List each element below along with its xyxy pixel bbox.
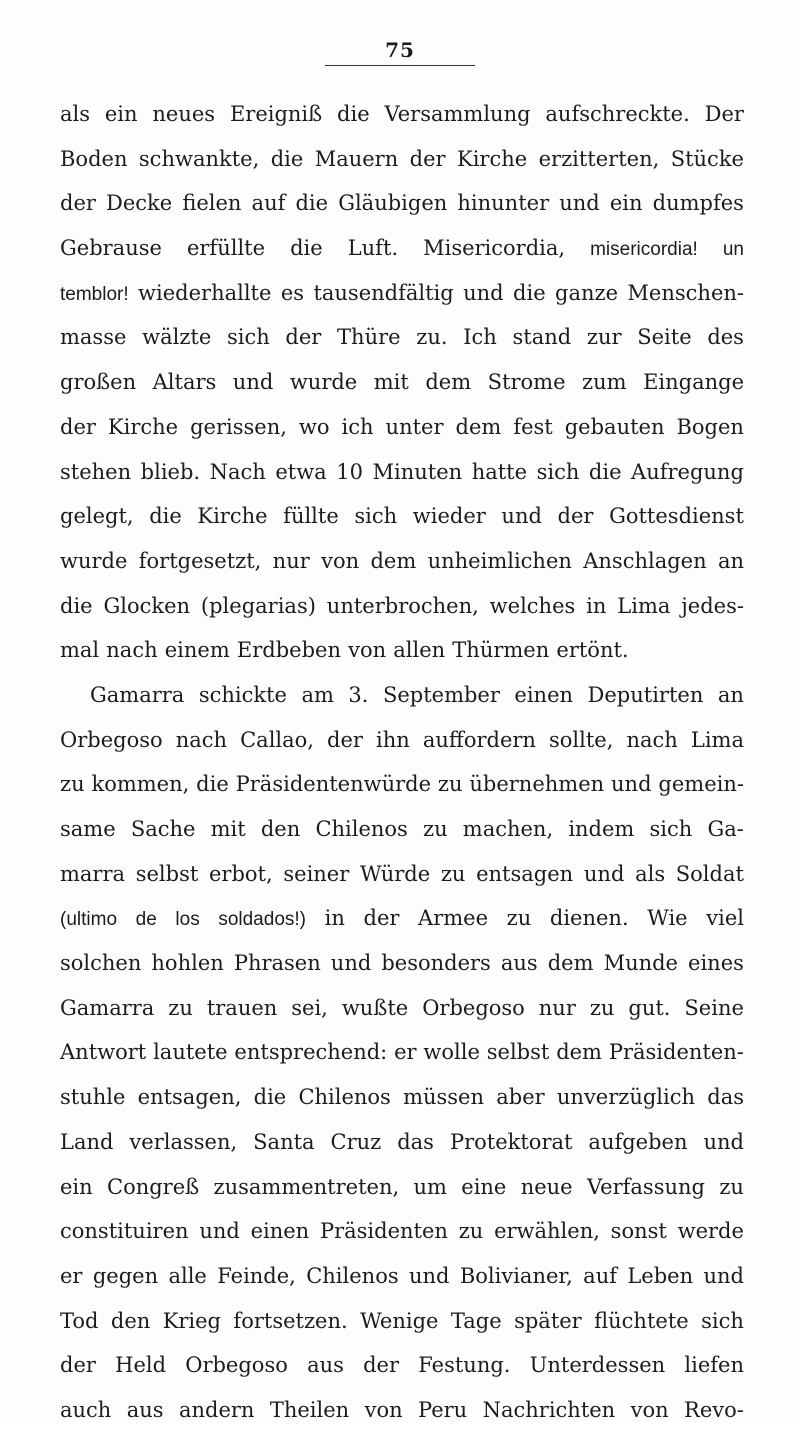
text-line: Orbegoso nach Callao, der ihn auffordern sollte, nach Lima — [60, 727, 744, 752]
text-line: zu kommen, die Präsidentenwürde zu übernehmen und gemein- — [60, 772, 744, 797]
text-line: Gamarra zu trauen sei, wußte Orbegoso nur zu gut. Seine — [60, 995, 744, 1020]
text-line: er gegen alle Feinde, Chilenos und Bolivianer, auf Leben und — [60, 1263, 744, 1288]
text-line: marra selbst erbot, seiner Würde zu entsagen und als Soldat — [60, 861, 744, 886]
text-line: Boden schwankte, die Mauern der Kirche erzitterten, Stücke — [60, 146, 744, 171]
text-line: (ultimo de los soldados!) in der Armee zu dienen. Wie viel — [60, 906, 744, 931]
text-line: stehen blieb. Nach etwa 10 Minuten hatte sich die Aufregung — [60, 459, 744, 484]
text-line: Land verlassen, Santa Cruz das Protektorat aufgeben und — [60, 1129, 744, 1154]
text-line: der Held Orbegoso aus der Festung. Unterdessen liefen — [60, 1353, 744, 1378]
text-line: constituiren und einen Präsidenten zu erwählen, sonst werde — [60, 1219, 744, 1244]
text-line: der Decke fielen auf die Gläubigen hinunter und ein dumpfes — [60, 191, 744, 216]
text-line: Antwort lautete entsprechend: er wolle selbst dem Präsidenten- — [60, 1040, 744, 1065]
text-line: Gebrause erfüllte die Luft. Misericordia, misericordia! un — [60, 236, 744, 261]
text-line: stuhle entsagen, die Chilenos müssen aber unverzüglich das — [60, 1085, 744, 1110]
text-line: der Kirche gerissen, wo ich unter dem fest gebauten Bogen — [60, 414, 744, 439]
text-line: Gamarra schickte am 3. September einen Deputirten an — [90, 682, 744, 707]
page-number: 75 — [325, 38, 475, 66]
text-line: masse wälzte sich der Thüre zu. Ich stand zur Seite des — [60, 325, 744, 350]
text-line: die Glocken (plegarias) unterbrochen, welches in Lima jedes- — [60, 593, 744, 618]
text-line: ein Congreß zusammentreten, um eine neue Verfassung zu — [60, 1174, 744, 1199]
page-header — [0, 38, 800, 66]
text-line: gelegt, die Kirche füllte sich wieder und der Gottesdienst — [60, 504, 744, 529]
text-line: mal nach einem Erdbeben von allen Thürmen ertönt. — [60, 638, 629, 663]
text-line: temblor! wiederhallte es tausendfältig und die ganze Menschen- — [60, 280, 744, 305]
text-line: same Sache mit den Chilenos zu machen, indem sich Ga- — [60, 817, 744, 841]
body-text — [60, 92, 744, 1433]
text-line: großen Altars und wurde mit dem Strome zum Eingange — [60, 370, 744, 395]
text-line: auch aus andern Theilen von Peru Nachrichten von Revo- — [60, 1397, 744, 1422]
text-line: solchen hohlen Phrasen und besonders aus dem Munde eines — [60, 951, 744, 976]
text-line: Tod den Krieg fortsetzen. Wenige Tage später flüchtete sich — [60, 1308, 744, 1333]
text-line: wurde fortgesetzt, nur von dem unheimlichen Anschlagen an — [60, 548, 744, 573]
text-line: als ein neues Ereigniß die Versammlung aufschreckte. Der — [60, 102, 744, 126]
